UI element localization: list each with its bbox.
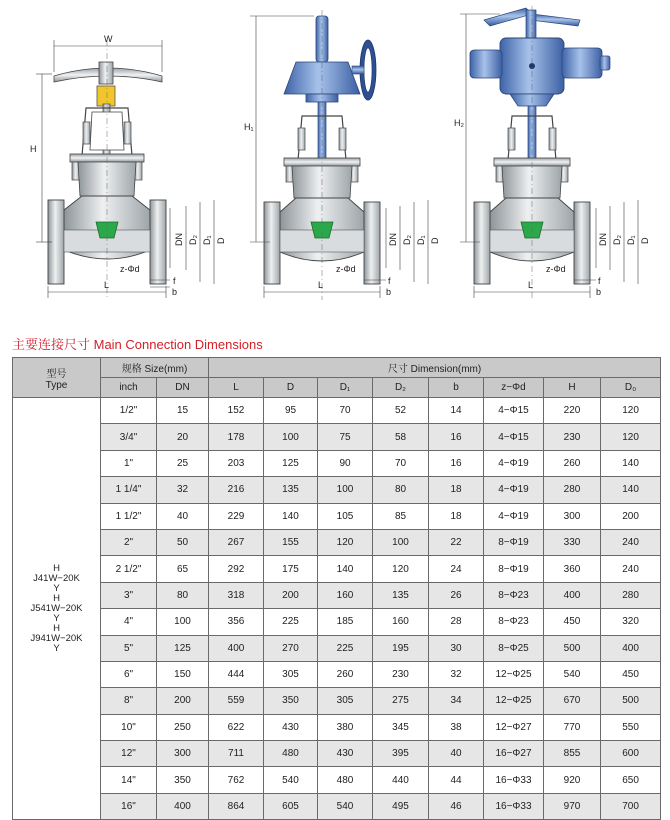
dimensions-table bbox=[12, 357, 661, 820]
table-cell: 32 bbox=[429, 661, 484, 687]
table-cell: 120 bbox=[601, 398, 661, 424]
model-line: H bbox=[53, 562, 60, 574]
table-cell: 3" bbox=[101, 582, 157, 608]
table-cell: 152 bbox=[209, 398, 264, 424]
table-cell: 700 bbox=[601, 793, 661, 819]
table-cell: 58 bbox=[373, 424, 429, 450]
table-cell: 140 bbox=[601, 450, 661, 476]
table-row bbox=[13, 503, 661, 529]
table-cell: 5" bbox=[101, 635, 157, 661]
column-header-row bbox=[13, 378, 661, 398]
table-cell: 345 bbox=[373, 714, 429, 740]
table-cell: 395 bbox=[373, 741, 429, 767]
table-cell: 8−Φ19 bbox=[484, 556, 544, 582]
table-cell: 200 bbox=[157, 688, 209, 714]
dim-label-b: b bbox=[172, 287, 178, 297]
dim-label-d: D bbox=[216, 237, 226, 244]
table-cell: 120 bbox=[373, 556, 429, 582]
dim-label-d2-3: D₂ bbox=[612, 235, 622, 245]
dim-label-f-2: f bbox=[388, 276, 391, 286]
table-cell: 46 bbox=[429, 793, 484, 819]
table-row bbox=[13, 424, 661, 450]
table-cell: 480 bbox=[264, 741, 318, 767]
table-cell: 762 bbox=[209, 767, 264, 793]
dim-label-f-3: f bbox=[598, 276, 601, 286]
table-cell: 90 bbox=[318, 450, 373, 476]
table-cell: 229 bbox=[209, 503, 264, 529]
table-cell: 305 bbox=[318, 688, 373, 714]
table-cell: 300 bbox=[157, 741, 209, 767]
table-cell: 444 bbox=[209, 661, 264, 687]
table-row bbox=[13, 661, 661, 687]
table-cell: 4−Φ15 bbox=[484, 398, 544, 424]
dimension-header: 尺寸 Dimension(mm) bbox=[209, 358, 661, 378]
column-header: D₀ bbox=[601, 378, 661, 398]
table-cell: 8−Φ25 bbox=[484, 635, 544, 661]
table-cell: 95 bbox=[264, 398, 318, 424]
table-cell: 100 bbox=[264, 424, 318, 450]
table-cell: 18 bbox=[429, 503, 484, 529]
table-row bbox=[13, 529, 661, 555]
table-cell: 100 bbox=[318, 477, 373, 503]
table-row bbox=[13, 688, 661, 714]
table-cell: 1" bbox=[101, 450, 157, 476]
table-cell: 1 1/4" bbox=[101, 477, 157, 503]
table-cell: 480 bbox=[318, 767, 373, 793]
table-cell: 20 bbox=[157, 424, 209, 450]
dim-label-f: f bbox=[173, 276, 176, 286]
valve-drawing-electric-actuator bbox=[454, 6, 650, 300]
model-header-cn: 型号 bbox=[46, 368, 67, 380]
table-cell: 711 bbox=[209, 741, 264, 767]
dim-label-h: H bbox=[30, 144, 37, 154]
table-cell: 225 bbox=[318, 635, 373, 661]
table-cell: 40 bbox=[157, 503, 209, 529]
table-cell: 6" bbox=[101, 661, 157, 687]
table-cell: 300 bbox=[544, 503, 601, 529]
table-cell: 550 bbox=[601, 714, 661, 740]
table-cell: 24 bbox=[429, 556, 484, 582]
table-cell: 4−Φ19 bbox=[484, 477, 544, 503]
table-cell: 540 bbox=[544, 661, 601, 687]
column-header: b bbox=[429, 378, 484, 398]
table-row bbox=[13, 635, 661, 661]
size-header: 规格 Size(mm) bbox=[101, 358, 209, 378]
table-cell: 920 bbox=[544, 767, 601, 793]
dim-label-l-3: L bbox=[528, 280, 534, 290]
table-cell: 155 bbox=[264, 529, 318, 555]
table-cell: 135 bbox=[373, 582, 429, 608]
table-cell: 4−Φ19 bbox=[484, 503, 544, 529]
table-cell: 34 bbox=[429, 688, 484, 714]
dim-label-h1: H₁ bbox=[244, 122, 254, 132]
column-header: L bbox=[209, 378, 264, 398]
table-cell: 292 bbox=[209, 556, 264, 582]
table-cell: 280 bbox=[544, 477, 601, 503]
table-cell: 670 bbox=[544, 688, 601, 714]
table-cell: 970 bbox=[544, 793, 601, 819]
column-header: z−Φd bbox=[484, 378, 544, 398]
table-cell: 3/4" bbox=[101, 424, 157, 450]
column-header: D bbox=[264, 378, 318, 398]
table-cell: 15 bbox=[157, 398, 209, 424]
table-cell: 8−Φ23 bbox=[484, 609, 544, 635]
table-cell: 25 bbox=[157, 450, 209, 476]
dim-label-h2: H₂ bbox=[454, 118, 464, 128]
table-cell: 605 bbox=[264, 793, 318, 819]
table-cell: 85 bbox=[373, 503, 429, 529]
dim-label-d2-2: D₂ bbox=[402, 235, 412, 245]
table-cell: 28 bbox=[429, 609, 484, 635]
table-cell: 770 bbox=[544, 714, 601, 740]
model-line: H bbox=[53, 622, 60, 634]
table-cell: 70 bbox=[373, 450, 429, 476]
table-row bbox=[13, 714, 661, 740]
dim-label-d2: D₂ bbox=[188, 235, 198, 245]
table-cell: 120 bbox=[318, 529, 373, 555]
model-line: J941W−20K bbox=[30, 632, 83, 644]
table-cell: 440 bbox=[373, 767, 429, 793]
table-cell: 8−Φ19 bbox=[484, 529, 544, 555]
dim-label-w: W bbox=[104, 34, 113, 44]
table-cell: 12" bbox=[101, 741, 157, 767]
table-cell: 105 bbox=[318, 503, 373, 529]
table-cell: 240 bbox=[601, 556, 661, 582]
table-cell: 2 1/2" bbox=[101, 556, 157, 582]
table-cell: 14 bbox=[429, 398, 484, 424]
table-cell: 12−Φ25 bbox=[484, 688, 544, 714]
table-cell: 855 bbox=[544, 741, 601, 767]
table-cell: 225 bbox=[264, 609, 318, 635]
table-row bbox=[13, 398, 661, 424]
column-header: H bbox=[544, 378, 601, 398]
table-cell: 400 bbox=[601, 635, 661, 661]
valve-drawing-bevel-gear bbox=[244, 10, 440, 300]
table-cell: 230 bbox=[373, 661, 429, 687]
table-cell: 80 bbox=[157, 582, 209, 608]
table-cell: 200 bbox=[264, 582, 318, 608]
dim-label-zphid: z-Φd bbox=[120, 264, 140, 274]
model-line: J541W−20K bbox=[30, 602, 83, 614]
table-cell: 44 bbox=[429, 767, 484, 793]
table-cell: 305 bbox=[264, 661, 318, 687]
table-cell: 280 bbox=[601, 582, 661, 608]
dim-label-b-2: b bbox=[386, 287, 392, 297]
table-cell: 356 bbox=[209, 609, 264, 635]
table-row bbox=[13, 582, 661, 608]
table-cell: 135 bbox=[264, 477, 318, 503]
table-cell: 450 bbox=[601, 661, 661, 687]
table-cell: 100 bbox=[373, 529, 429, 555]
table-cell: 500 bbox=[601, 688, 661, 714]
table-cell: 320 bbox=[601, 609, 661, 635]
dim-label-d-2: D bbox=[430, 237, 440, 244]
table-cell: 4" bbox=[101, 609, 157, 635]
dim-label-d1-2: D₁ bbox=[416, 235, 426, 245]
dim-label-l-2: L bbox=[318, 280, 324, 290]
table-cell: 360 bbox=[544, 556, 601, 582]
table-cell: 140 bbox=[264, 503, 318, 529]
table-cell: 350 bbox=[157, 767, 209, 793]
table-cell: 330 bbox=[544, 529, 601, 555]
table-cell: 65 bbox=[157, 556, 209, 582]
table-cell: 50 bbox=[157, 529, 209, 555]
table-cell: 230 bbox=[544, 424, 601, 450]
table-cell: 600 bbox=[601, 741, 661, 767]
dim-label-zphid-2: z-Φd bbox=[336, 264, 356, 274]
table-cell: 450 bbox=[544, 609, 601, 635]
table-cell: 350 bbox=[264, 688, 318, 714]
model-header bbox=[13, 358, 101, 398]
table-cell: 16−Φ33 bbox=[484, 793, 544, 819]
table-cell: 1/2" bbox=[101, 398, 157, 424]
table-cell: 540 bbox=[264, 767, 318, 793]
table-cell: 75 bbox=[318, 424, 373, 450]
model-line: Y bbox=[53, 642, 60, 654]
table-cell: 22 bbox=[429, 529, 484, 555]
table-cell: 32 bbox=[157, 477, 209, 503]
table-cell: 275 bbox=[373, 688, 429, 714]
table-cell: 8−Φ23 bbox=[484, 582, 544, 608]
table-cell: 38 bbox=[429, 714, 484, 740]
table-cell: 160 bbox=[318, 582, 373, 608]
table-cell: 26 bbox=[429, 582, 484, 608]
table-cell: 18 bbox=[429, 477, 484, 503]
table-row bbox=[13, 741, 661, 767]
table-row bbox=[13, 556, 661, 582]
table-cell: 216 bbox=[209, 477, 264, 503]
table-cell: 150 bbox=[157, 661, 209, 687]
dim-label-b-3: b bbox=[596, 287, 602, 297]
table-cell: 12−Φ25 bbox=[484, 661, 544, 687]
table-cell: 140 bbox=[318, 556, 373, 582]
table-cell: 8" bbox=[101, 688, 157, 714]
table-cell: 430 bbox=[318, 741, 373, 767]
table-cell: 540 bbox=[318, 793, 373, 819]
table-cell: 220 bbox=[544, 398, 601, 424]
table-cell: 14" bbox=[101, 767, 157, 793]
table-cell: 16−Φ33 bbox=[484, 767, 544, 793]
table-cell: 40 bbox=[429, 741, 484, 767]
table-cell: 195 bbox=[373, 635, 429, 661]
table-cell: 250 bbox=[157, 714, 209, 740]
table-cell: 16" bbox=[101, 793, 157, 819]
table-cell: 400 bbox=[157, 793, 209, 819]
table-cell: 260 bbox=[318, 661, 373, 687]
table-cell: 16 bbox=[429, 424, 484, 450]
table-cell: 622 bbox=[209, 714, 264, 740]
model-cell bbox=[13, 398, 101, 820]
table-row bbox=[13, 450, 661, 476]
table-row bbox=[13, 767, 661, 793]
table-cell: 70 bbox=[318, 398, 373, 424]
section-title: 主要连接尺寸 Main Connection Dimensions bbox=[12, 337, 263, 352]
table-body bbox=[13, 398, 661, 820]
table-row bbox=[13, 609, 661, 635]
table-cell: 500 bbox=[544, 635, 601, 661]
table-cell: 430 bbox=[264, 714, 318, 740]
dim-label-dn-2: DN bbox=[388, 233, 398, 246]
column-header: D₁ bbox=[318, 378, 373, 398]
table-cell: 650 bbox=[601, 767, 661, 793]
table-cell: 52 bbox=[373, 398, 429, 424]
table-cell: 270 bbox=[264, 635, 318, 661]
valve-drawings bbox=[0, 0, 670, 320]
table-cell: 318 bbox=[209, 582, 264, 608]
table-cell: 10" bbox=[101, 714, 157, 740]
table-cell: 495 bbox=[373, 793, 429, 819]
table-cell: 1 1/2" bbox=[101, 503, 157, 529]
table-cell: 100 bbox=[157, 609, 209, 635]
table-cell: 200 bbox=[601, 503, 661, 529]
model-line: Y bbox=[53, 612, 60, 624]
valve-drawing-handwheel bbox=[30, 34, 226, 300]
table-cell: 260 bbox=[544, 450, 601, 476]
table-row bbox=[13, 477, 661, 503]
table-cell: 125 bbox=[264, 450, 318, 476]
table-cell: 559 bbox=[209, 688, 264, 714]
model-line: Y bbox=[53, 582, 60, 594]
table-cell: 178 bbox=[209, 424, 264, 450]
table-cell: 400 bbox=[544, 582, 601, 608]
dim-label-zphid-3: z-Φd bbox=[546, 264, 566, 274]
table-cell: 30 bbox=[429, 635, 484, 661]
model-line: H bbox=[53, 592, 60, 604]
table-cell: 203 bbox=[209, 450, 264, 476]
column-header: DN bbox=[157, 378, 209, 398]
table-cell: 140 bbox=[601, 477, 661, 503]
model-line: J41W−20K bbox=[33, 572, 80, 584]
table-cell: 12−Φ27 bbox=[484, 714, 544, 740]
table-cell: 400 bbox=[209, 635, 264, 661]
table-cell: 4−Φ15 bbox=[484, 424, 544, 450]
dim-label-d1: D₁ bbox=[202, 235, 212, 245]
table-cell: 4−Φ19 bbox=[484, 450, 544, 476]
dim-label-d-3: D bbox=[640, 237, 650, 244]
table-cell: 240 bbox=[601, 529, 661, 555]
table-cell: 864 bbox=[209, 793, 264, 819]
table-row bbox=[13, 793, 661, 819]
table-cell: 80 bbox=[373, 477, 429, 503]
table-cell: 16−Φ27 bbox=[484, 741, 544, 767]
table-cell: 267 bbox=[209, 529, 264, 555]
model-header-en: Type bbox=[45, 379, 68, 391]
table-cell: 380 bbox=[318, 714, 373, 740]
dim-label-dn: DN bbox=[174, 233, 184, 246]
table-cell: 185 bbox=[318, 609, 373, 635]
table-cell: 160 bbox=[373, 609, 429, 635]
table-cell: 125 bbox=[157, 635, 209, 661]
table-cell: 175 bbox=[264, 556, 318, 582]
dim-label-d1-3: D₁ bbox=[626, 235, 636, 245]
table-cell: 16 bbox=[429, 450, 484, 476]
dim-label-dn-3: DN bbox=[598, 233, 608, 246]
column-header: D₂ bbox=[373, 378, 429, 398]
column-header: inch bbox=[101, 378, 157, 398]
table-cell: 2" bbox=[101, 529, 157, 555]
dim-label-l: L bbox=[104, 280, 110, 290]
table-cell: 120 bbox=[601, 424, 661, 450]
